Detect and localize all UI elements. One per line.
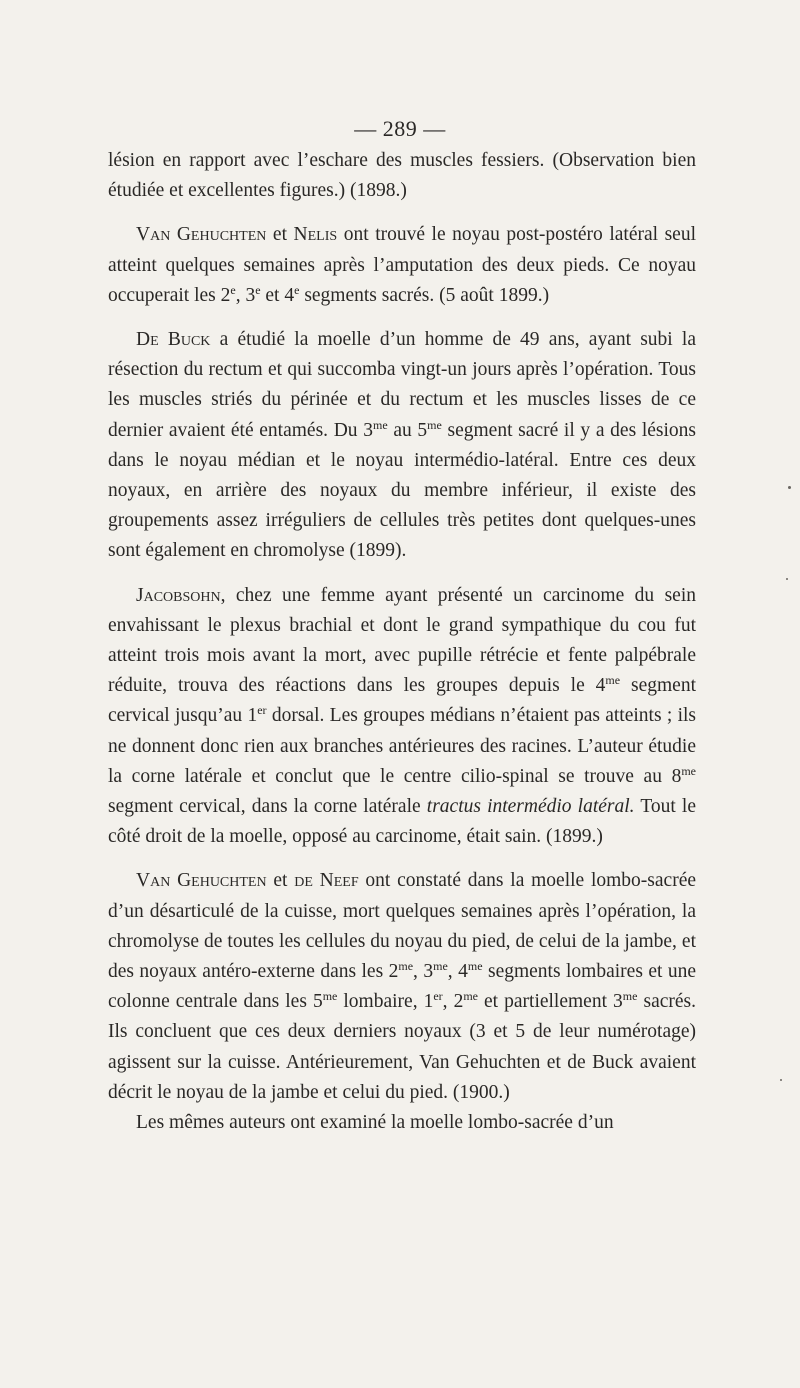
author-de-buck: De Buck	[136, 329, 211, 351]
paragraph-3: De Buck a étudié la moelle d’un homme de 49 ans, ayant subi la résection du rectum et qui succomba vingt-un jours après l’opération. Tous les muscles striés du périnée et du rectum et les muscles lisses de ce dernier avaient été entamés. Du $3^{me}$ au $5^{me}$ segment sacré il y a des lésions dans le noyau médian et le noyau intermédio-latéral. Entre ces deux noyaux, en arrière des noyaux du membre inférieur, il existe des groupements assez irréguliers de cellules très petites dont quelques-unes sont également en chromolyse (1899).	[108, 329, 697, 562]
paragraph-5: Van Gehuchten et de Neef ont constaté dans la moelle lombo-sacrée d’un désarticulé de la cuisse, mort quelques semaines après l’opération, la chromolyse de toutes les cellules du noyau du pied, de celui de la jambe, et des noyaux antéro-externe dans les $2^{me}$, $3^{me}$, $4^{me}$ segments lombaires et une colonne centrale dans les $5^{me}$ lombaire, 1er, $2^{me}$ et partiellement $3^{me}$ sacrés. Ils concluent que ces deux derniers noyaux (3 et 5 de leur numérotage) agissent sur la cuisse. Antérieurement, Van Gehuchten et de Buck avaient décrit le noyau de la jambe et celui du pied. (1900.)	[108, 870, 697, 1103]
author-van-gehuchten: Van Gehuchten	[136, 224, 267, 246]
paragraph-4: Jacobsohn, chez une femme ayant présenté un carcinome du sein envahissant le plexus brachial et dont le grand sympathique du cou fut atteint trois mois avant la mort, avec pupille rétrécie et fente palpébrale réduite, trouva des réactions dans les groupes depuis le $4^{me}$ segment cervical jusqu’au 1er dorsal. Les groupes médians n’étaient pas atteints ; ils ne donnent donc rien aux branches antérieures des racines. L’auteur étudie la corne latérale et conclut que le centre cilio-spinal se trouve au $8^{me}$ segment cervical, dans la corne latérale tractus intermédio latéral. Tout le côté droit de la moelle, opposé au carcinome, était sain. (1899.)	[108, 584, 697, 848]
page-number: — 289 —	[354, 116, 446, 141]
author-jacobsohn: Jacobsohn	[136, 584, 221, 606]
author-nelis: Nelis	[293, 224, 338, 246]
italic-term: tractus intermédio latéral.	[426, 796, 635, 818]
paragraph-2: Van Gehuchten et Nelis ont trouvé le noyau post-postéro latéral seul atteint quelques semaines après l’amputation des deux pieds. Ce noyau occuperait les 2e, 3e et 4e segments sacrés. (5 août 1899.)	[108, 224, 696, 306]
author-van-gehuchten: Van Gehuchten	[136, 870, 267, 892]
paper-speck	[786, 578, 788, 580]
paper-speck	[788, 486, 791, 489]
paragraph-1	[108, 146, 696, 206]
author-de-neef: de Neef	[294, 870, 359, 892]
paper-speck	[780, 1079, 782, 1081]
body-text	[108, 146, 696, 1138]
p1-text: lésion en rapport avec l’eschare des muscles fessiers. (Observation bien étudiée et excellentes figures.) (1898.)	[108, 150, 696, 202]
paragraph-6: Les mêmes auteurs ont examiné la moelle lombo-sacrée d’un	[136, 1112, 614, 1134]
